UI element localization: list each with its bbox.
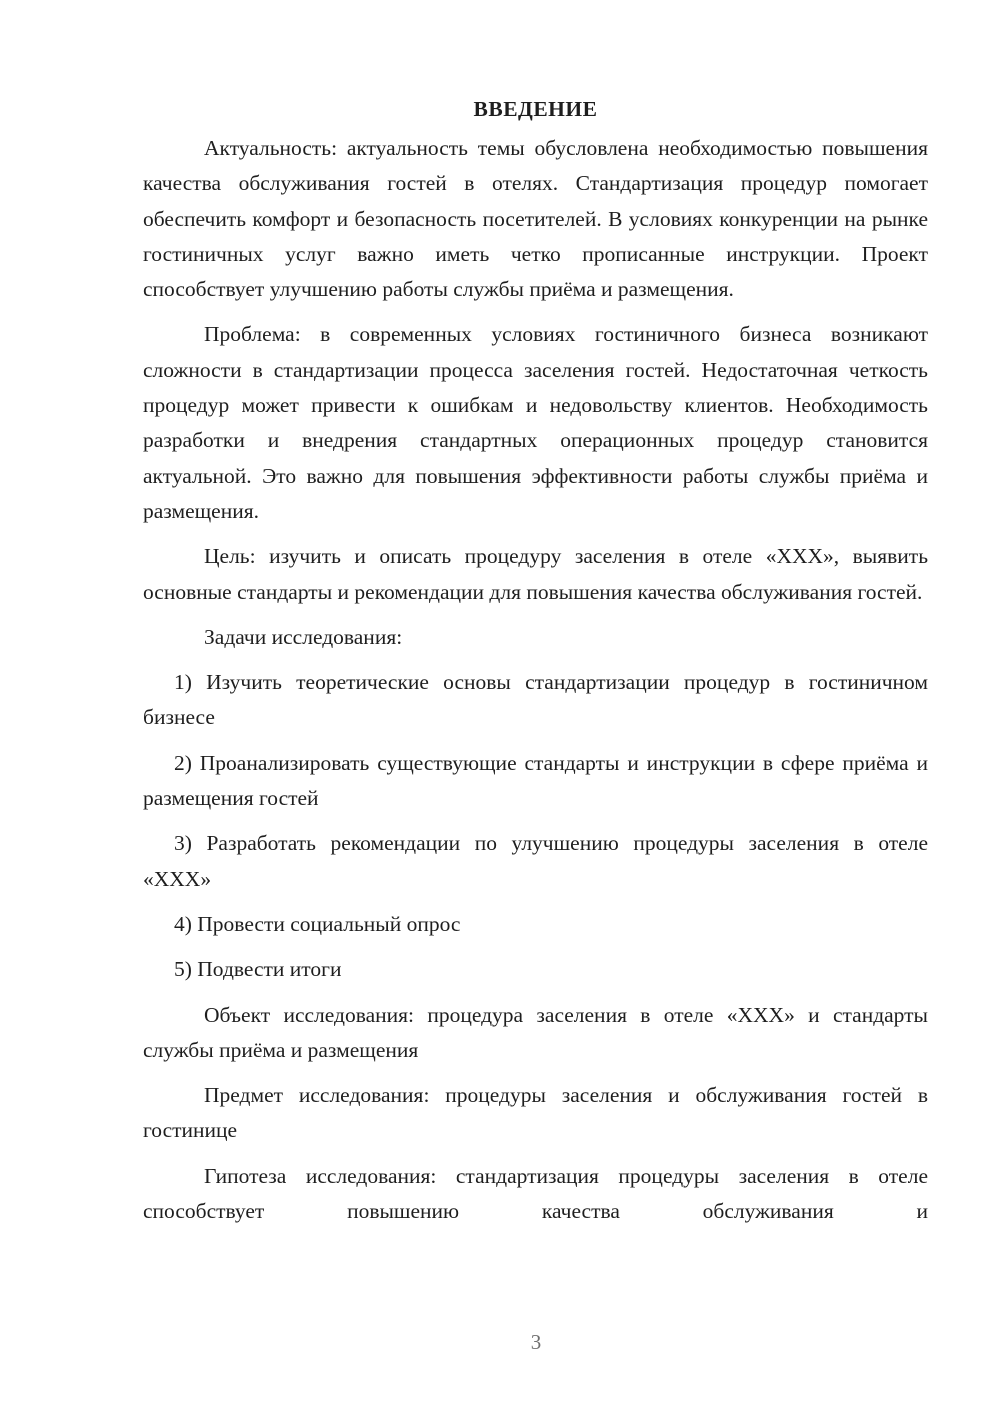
relevance-paragraph: Актуальность: актуальность темы обусловлена необходимостью повышения качества обслуживания гостей в отелях. Стандартизация процедур помогает обеспечить комфорт и безопасность посетителей. В условиях конкуренции на рынке гостиничных услуг важно иметь четко прописанные инструкции. Проект способствует улучшению работы службы приёма и размещения. [143,136,928,302]
subject-paragraph: Предмет исследования: процедуры заселения и обслуживания гостей в гостинице [143,1083,928,1143]
tasks-heading: Задачи исследования: [204,624,403,649]
problem-paragraph: Проблема: в современных условиях гостиничного бизнеса возникают сложности в стандартизации процесса заселения гостей. Недостаточная четкость процедур может привести к ошибкам и недовольству клиентов. Необходимость разработки и внедрения стандартных операционных процедур становится актуальной. Это важно для повышения эффективности работы службы приёма и размещения. [143,322,928,523]
task-item-2: 2) Проанализировать существующие стандарты и инструкции в сфере приёма и размещения гостей [143,750,928,811]
document-page [143,92,928,1229]
page-title: ВВЕДЕНИЕ [473,97,598,121]
hypothesis-paragraph: Гипотеза исследования: стандартизация процедуры заселения в отеле способствует повышению качества обслуживания и [143,1163,928,1224]
task-item-1: 1) Изучить теоретические основы стандартизации процедур в гостиничном бизнесе [143,670,928,730]
task-item-3: 3) Разработать рекомендации по улучшению процедуры заселения в отеле «XXX» [143,831,928,891]
goal-paragraph: Цель: изучить и описать процедуру заселения в отеле «XXX», выявить основные стандарты и рекомендации для повышения качества обслуживания гостей. [143,544,928,604]
object-paragraph: Объект исследования: процедура заселения в отеле «XXX» и стандарты службы приёма и размещения [143,1002,928,1062]
page-number: 3 [530,1330,542,1354]
task-item-5: 5) Подвести итоги [174,957,342,982]
task-item-4: 4) Провести социальный опрос [174,911,461,936]
